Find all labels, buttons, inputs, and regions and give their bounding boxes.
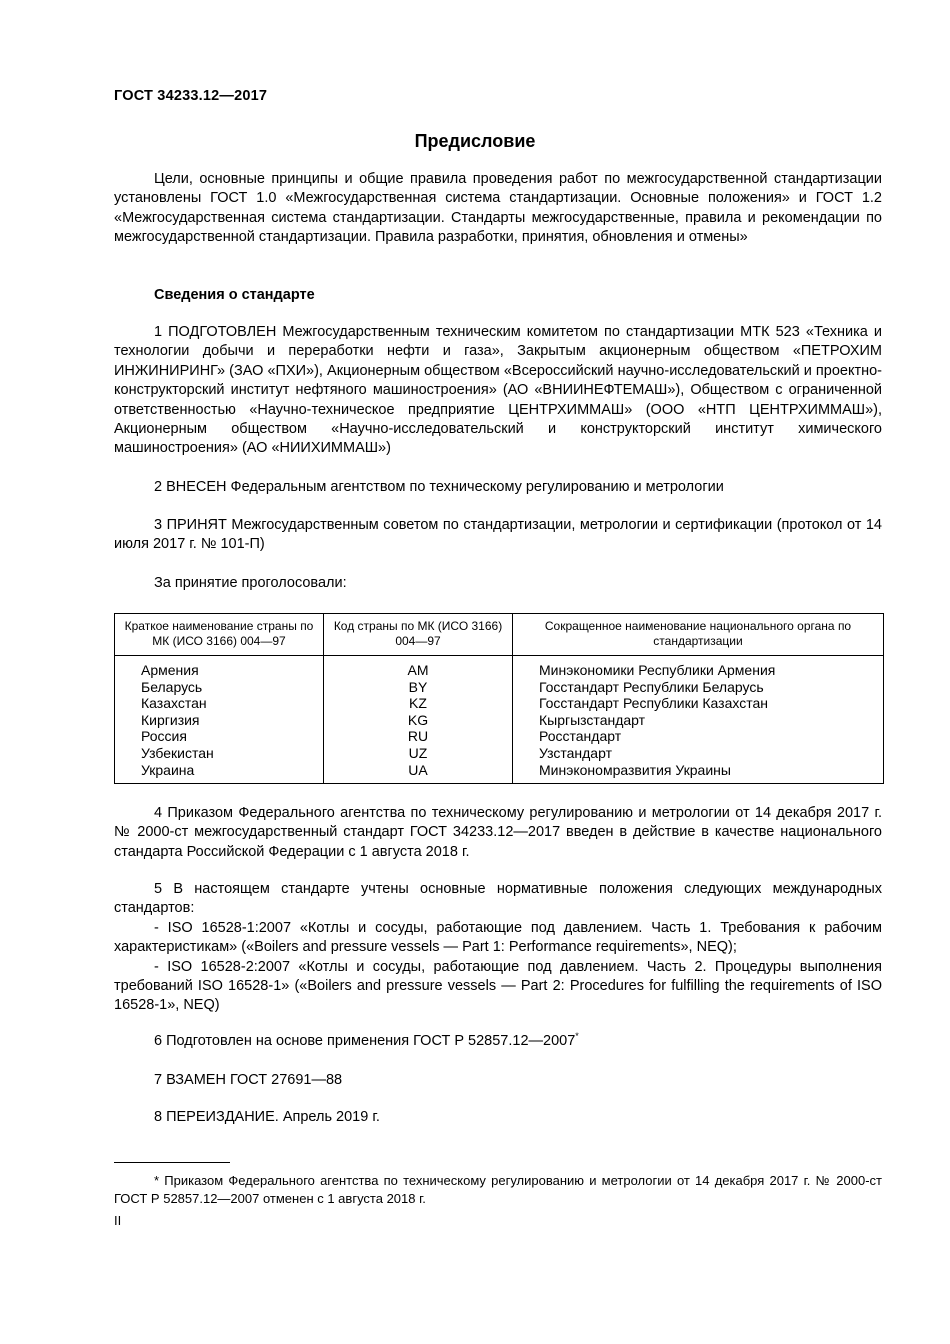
code-cell: BY: [324, 679, 513, 696]
section-heading: Сведения о стандарте: [154, 287, 315, 303]
body-cell: Росстандарт: [513, 728, 884, 745]
footnote-divider: [114, 1162, 230, 1163]
country-cell: Киргизия: [115, 712, 324, 729]
table-header-row: [115, 614, 884, 656]
page-number: II: [114, 1213, 122, 1228]
table-row: [115, 762, 884, 784]
code-cell: UA: [324, 762, 513, 784]
table-header-code: Код страны по МК (ИСО 3166) 004—97: [324, 614, 513, 656]
table-header-body: Сокращенное наименование национального органа по стандартизации: [513, 614, 884, 656]
code-cell: UZ: [324, 745, 513, 762]
country-cell: Россия: [115, 728, 324, 745]
country-cell: Узбекистан: [115, 745, 324, 762]
body-cell: Госстандарт Республики Казахстан: [513, 695, 884, 712]
table-row: [115, 679, 884, 696]
footnote-marker: *: [575, 1031, 579, 1042]
body-cell: Минэкономразвития Украины: [513, 762, 884, 784]
body-cell: Госстандарт Республики Беларусь: [513, 679, 884, 696]
country-cell: Беларусь: [115, 679, 324, 696]
item-8-paragraph: 8 ПЕРЕИЗДАНИЕ. Апрель 2019 г.: [154, 1109, 380, 1125]
table-row: [115, 712, 884, 729]
country-cell: Армения: [115, 662, 324, 679]
item-5-standard-1: - ISO 16528-1:2007 «Котлы и сосуды, работающие под давлением. Часть 1. Требования к рабочим характеристикам» («Boilers and pressure vessels — Part 1: Performance requirements», NEQ);: [114, 919, 882, 956]
table-row: [115, 662, 884, 679]
body-cell: Кыргызстандарт: [513, 712, 884, 729]
item-5-paragraph: 5 В настоящем стандарте учтены основные нормативные положения следующих международных стандартов:: [114, 881, 882, 917]
item-4-paragraph: 4 Приказом Федерального агентства по техническому регулированию и метрологии от 14 декабря 2017 г. № 2000-ст межгосударственный стандарт ГОСТ 34233.12—2017 введен в действие в качестве национального стандарта Российской Федерации с 1 августа 2018 г.: [114, 805, 882, 860]
item-5-block: [114, 880, 882, 1016]
item-7-paragraph: 7 ВЗАМЕН ГОСТ 27691—88: [154, 1072, 343, 1088]
body-cell: Минэкономики Республики Армения: [513, 662, 884, 679]
table-row: [115, 695, 884, 712]
footnote: * Приказом Федерального агентства по техническому регулированию и метрологии от 14 декабря 2017 г. № 2000-ст ГОСТ Р 52857.12—2007 отменен с 1 августа 2018 г.: [114, 1173, 882, 1206]
item-2-paragraph: 2 ВНЕСЕН Федеральным агентством по техническому регулированию и метрологии: [154, 479, 724, 495]
body-cell: Узстандарт: [513, 745, 884, 762]
intro-paragraph: Цели, основные принципы и общие правила проведения работ по межгосударственной стандартизации установлены ГОСТ 1.0 «Межгосударственная система стандартизации. Основные положения» и ГОСТ 1.2 «Межгосударственная система стандартизации. Стандарты межгосударственные, правила и рекомендации по межгосударственной стандартизации. Правила разработки, принятия, обновления и отмены»: [114, 171, 882, 246]
item-1-paragraph: 1 ПОДГОТОВЛЕН Межгосударственным техническим комитетом по стандартизации МТК 523 «Техника и технологии добычи и переработки нефти и газа», Закрытым акционерным обществом «ПЕТРОХИМ ИНЖИНИРИНГ» (ЗАО «ПХИ»), Акционерным обществом «Всероссийский научно-исследовательский и проектно-конструкторский институт нефтяного машиностроения» (АО «ВНИИНЕФТЕМАШ»), Обществом с ограниченной ответственностью «Научно-техническое предприятие ЦЕНТРХИММАШ» (ООО «НТП ЦЕНТРХИММАШ»), Акционерным обществом «Научно-исследовательский и конструкторский институт химического машиностроения» (АО «НИИХИММАШ»): [114, 324, 882, 457]
table-row: [115, 728, 884, 745]
table-row: [115, 745, 884, 762]
country-cell: Украина: [115, 762, 324, 784]
code-cell: RU: [324, 728, 513, 745]
document-code: ГОСТ 34233.12—2017: [114, 88, 268, 104]
code-cell: KG: [324, 712, 513, 729]
voting-table: [114, 613, 884, 784]
item-6-paragraph: [114, 1032, 882, 1051]
country-cell: Казахстан: [115, 695, 324, 712]
code-cell: KZ: [324, 695, 513, 712]
page-title: Предисловие: [414, 131, 536, 151]
table-header-country: Краткое наименование страны по МК (ИСО 3166) 004—97: [115, 614, 324, 656]
vote-label: За принятие проголосовали:: [154, 575, 347, 591]
item-6-text: 6 Подготовлен на основе применения ГОСТ Р 52857.12—2007: [154, 1033, 576, 1049]
code-cell: AM: [324, 662, 513, 679]
item-5-standard-2: - ISO 16528-2:2007 «Котлы и сосуды, работающие под давлением. Часть 2. Процедуры выполнения требований ISO 16528-1» («Boilers and pressure vessels — Part 2: Procedures for fulfilling the requirements of ISO 16528-1», NEQ): [114, 958, 882, 1014]
item-3-paragraph: 3 ПРИНЯТ Межгосударственным советом по стандартизации, метрологии и сертификации (протокол от 14 июля 2017 г. № 101-П): [114, 517, 882, 553]
